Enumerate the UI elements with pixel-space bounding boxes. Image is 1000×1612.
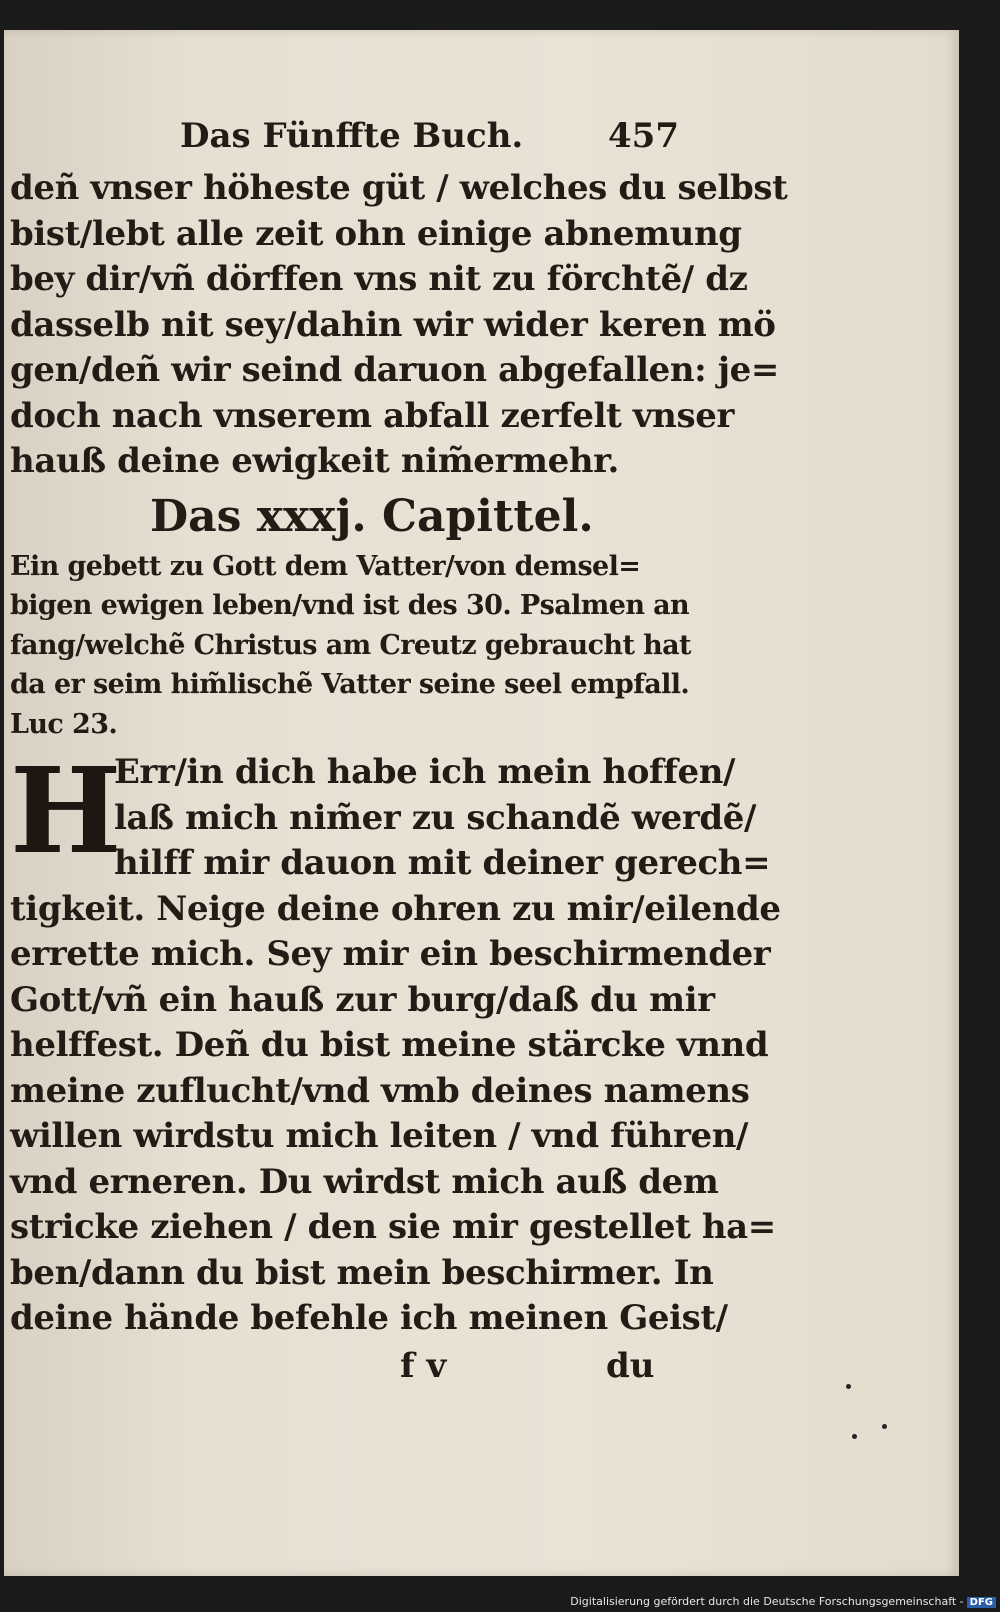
- chapter-summary: [10, 547, 691, 745]
- text-line: gen/deñ wir seind daruon abgefallen: je=: [10, 350, 779, 390]
- text-line: laß mich nim̃er zu schandẽ werdẽ/: [114, 797, 757, 838]
- summary-line: Luc 23.: [10, 708, 118, 740]
- text-line: deine hände befehle ich meinen Geist/: [10, 1298, 728, 1338]
- catchword: du: [606, 1345, 655, 1386]
- text-line: bey dir/vñ dörffen vns nit zu förchtẽ/ dz: [10, 259, 748, 299]
- text-line: errette mich. Sey mir ein beschirmender: [10, 934, 771, 974]
- ink-speck: [852, 1434, 857, 1439]
- digitization-credit: [570, 1595, 996, 1608]
- text-line: stricke ziehen / den sie mir gestellet ha=: [10, 1207, 776, 1247]
- text-line: helffest. Deñ du bist meine stärcke vnnd: [10, 1025, 769, 1065]
- credit-text: Digitalisierung gefördert durch die Deutsche Forschungsgemeinschaft -: [570, 1595, 964, 1608]
- page-header: [10, 116, 679, 166]
- text-line: dasselb nit sey/dahin wir wider keren mö: [10, 304, 776, 345]
- text-line: Gott/vñ ein hauß zur burg/daß du mir: [10, 979, 715, 1020]
- page-foot: [10, 1346, 670, 1396]
- text-line: ben/dann du bist mein beschirmer. In: [10, 1252, 714, 1293]
- page-number: 457: [608, 116, 679, 156]
- text-line: vnd erneren. Du wirdst mich auß dem: [10, 1161, 719, 1202]
- book-page: [4, 30, 959, 1576]
- dfg-logo: DFG: [967, 1597, 996, 1608]
- text-line: tigkeit. Neige deine ohren zu mir/eilende: [10, 888, 781, 929]
- text-line: willen wirdstu mich leiten / vnd führen/: [10, 1116, 749, 1156]
- chapter-title: Das xxxj. Capittel.: [150, 490, 594, 542]
- running-title: Das Fünffte Buch.: [180, 116, 524, 156]
- text-line: hauß deine ewigkeit nim̃ermehr.: [10, 441, 619, 481]
- text-line: Err/in dich habe ich mein hoffen/: [114, 752, 736, 792]
- text-line: bist/lebt alle zeit ohn einige abnemung: [10, 213, 742, 254]
- signature-mark: f v: [400, 1345, 447, 1386]
- summary-line: da er seim him̃lischẽ Vatter seine seel empfall.: [10, 669, 690, 700]
- prayer-text: [10, 741, 781, 1342]
- summary-line: fang/welchẽ Christus am Creutz gebraucht hat: [10, 629, 691, 661]
- ink-speck: [882, 1424, 887, 1429]
- drop-cap: H: [10, 741, 122, 880]
- text-line: meine zuflucht/vnd vmb deines namens: [10, 1070, 750, 1111]
- text-line: deñ vnser höheste güt / welches du selbst: [10, 168, 788, 208]
- summary-line: bigen ewigen leben/vnd ist des 30. Psalmen an: [10, 590, 690, 621]
- page-text: [10, 116, 788, 1396]
- ink-speck: [846, 1384, 851, 1389]
- top-paragraph: [10, 166, 788, 485]
- text-line: doch nach vnserem abfall zerfelt vnser: [10, 395, 734, 436]
- text-line: hilff mir dauon mit deiner gerech=: [114, 843, 771, 883]
- summary-line: Ein gebett zu Gott dem Vatter/von demsel=: [10, 550, 641, 582]
